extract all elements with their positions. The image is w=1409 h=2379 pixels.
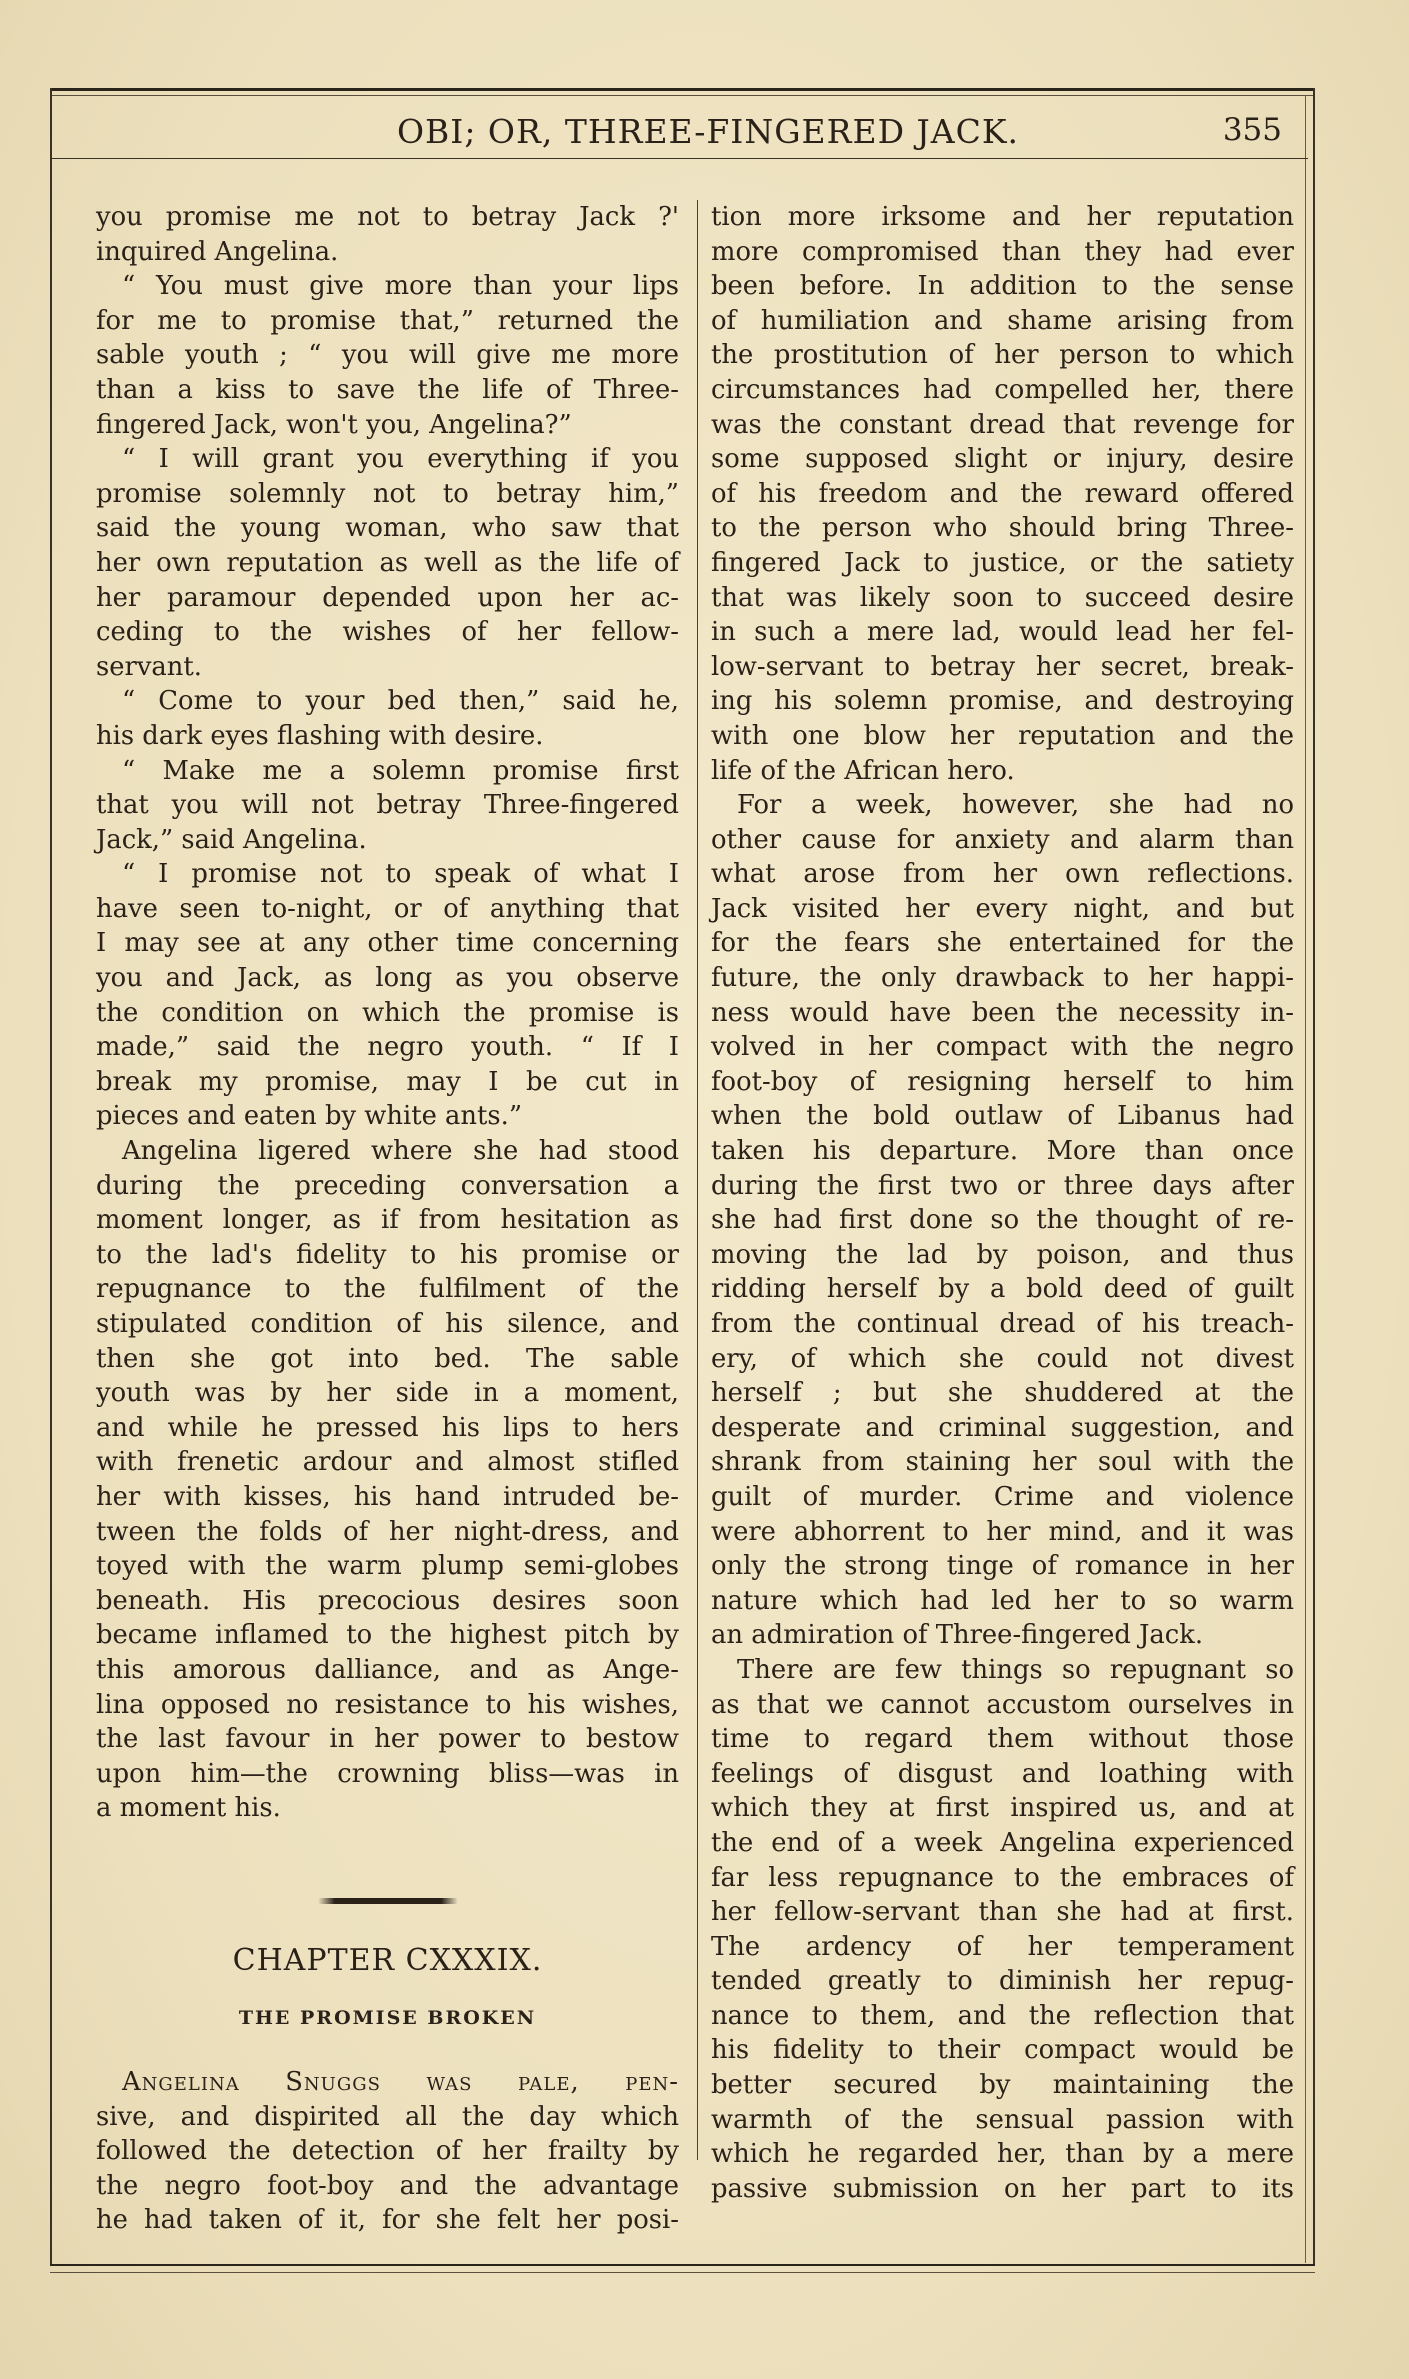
text-line: foot-boy of resigning herself to him <box>711 1066 1294 1097</box>
text-line: the negro foot-boy and the advantage <box>96 2170 679 2201</box>
text-line: “ Come to your bed then,” said he, <box>122 686 679 717</box>
text-line: which they at first inspired us, and at <box>711 1793 1294 1824</box>
text-line: only the strong tinge of romance in her <box>711 1551 1294 1582</box>
text-line: more compromised than they had ever <box>711 236 1294 267</box>
text-line: was the constant dread that revenge for <box>711 409 1294 440</box>
text-line: better secured by maintaining the <box>711 2070 1294 2101</box>
text-line: as that we cannot accustom ourselves in <box>711 1689 1294 1720</box>
text-line: beneath. His precocious desires soon <box>96 1585 679 1616</box>
text-line: of his freedom and the reward offered <box>711 478 1294 509</box>
text-line: what arose from her own reflections. <box>711 859 1294 890</box>
text-line: fingered Jack, won't you, Angelina?” <box>96 409 572 440</box>
text-line: became inflamed to the highest pitch by <box>96 1620 679 1651</box>
text-line: in such a mere lad, would lead her fel- <box>711 617 1294 648</box>
text-line: Jack,” said Angelina. <box>96 824 367 855</box>
text-line: shrank from staining her soul with the <box>711 1447 1294 1478</box>
text-line: than a kiss to save the life of Three- <box>96 374 679 405</box>
text-line: inquired Angelina. <box>96 236 339 267</box>
text-line: ing his solemn promise, and destroying <box>711 686 1294 717</box>
text-line: toyed with the warm plump semi-globes <box>96 1551 679 1582</box>
text-line: tion more irksome and her reputation <box>711 202 1294 232</box>
text-line: Angelina ligered where she had stood <box>122 1136 679 1167</box>
text-line: to the person who should bring Three- <box>711 513 1294 544</box>
chapter-title: CHAPTER CXXXIX. <box>232 1942 543 1978</box>
text-line: pieces and eaten by white ants.” <box>96 1101 523 1132</box>
text-line: the end of a week Angelina experienced <box>711 1827 1294 1858</box>
text-line: fingered Jack to justice, or the satiety <box>711 547 1294 578</box>
text-line: low-servant to betray her secret, break- <box>711 651 1294 682</box>
text-line: you promise me not to betray Jack ?' <box>96 202 679 232</box>
text-line: this amorous dalliance, and as Ange- <box>96 1654 679 1685</box>
text-line: an admiration of Three-fingered Jack. <box>711 1620 1204 1651</box>
text-line: passive submission on her part to its <box>711 2173 1294 2204</box>
running-head: OBI; OR, THREE-FINGERED JACK. <box>396 112 1019 151</box>
text-line: her fellow-servant than she had at first. <box>711 1897 1294 1928</box>
text-line: break my promise, may I be cut in <box>96 1066 679 1097</box>
header-rule <box>50 158 1308 159</box>
top-border-rule <box>50 88 1315 91</box>
text-line: the last favour in her power to bestow <box>96 1724 679 1755</box>
chapter-divider-rule <box>318 1898 458 1904</box>
text-line: tween the folds of her night-dress, and <box>96 1516 679 1547</box>
text-line: youth was by her side in a moment, <box>96 1378 679 1409</box>
text-line: other cause for anxiety and alarm than <box>711 824 1294 855</box>
text-line: from the continual dread of his treach- <box>711 1309 1294 1339</box>
text-line: said the young woman, who saw that <box>96 513 679 544</box>
text-line: been before. In addition to the sense <box>711 271 1294 302</box>
text-line: that you will not betray Three-fingered <box>96 790 679 821</box>
text-line: ceding to the wishes of her fellow- <box>96 617 679 648</box>
text-line: guilt of murder. Crime and violence <box>711 1481 1294 1512</box>
text-line: desperate and criminal suggestion, and <box>711 1412 1294 1443</box>
text-line: then she got into bed. The sable <box>96 1343 679 1374</box>
text-line: which he regarded her, than by a mere <box>711 2139 1294 2170</box>
text-line: life of the African hero. <box>711 755 1015 786</box>
text-line: future, the only drawback to her happi- <box>711 963 1294 994</box>
text-line: The ardency of her temperament <box>711 1931 1294 1962</box>
text-line: a moment his. <box>96 1793 281 1824</box>
text-line: for me to promise that,” returned the <box>96 305 679 336</box>
text-line: her paramour depended upon her ac- <box>96 582 679 613</box>
text-line: have seen to-night, or of anything that <box>96 893 679 924</box>
text-line: of humiliation and shame arising from <box>711 305 1294 336</box>
text-line: “ You must give more than your lips <box>122 271 679 302</box>
text-line: followed the detection of her frailty by <box>96 2136 679 2167</box>
text-line: his dark eyes flashing with desire. <box>96 720 544 751</box>
text-line: Angelina Snuggs was pale, pen- <box>122 2067 679 2098</box>
text-line: for the fears she entertained for the <box>711 928 1294 959</box>
text-line: moving the lad by poison, and thus <box>711 1239 1294 1270</box>
text-line: promise solemnly not to betray him,” <box>96 478 679 509</box>
text-line: I may see at any other time concerning <box>96 928 679 959</box>
text-line: volved in her compact with the negro <box>711 1032 1294 1063</box>
text-line: There are few things so repugnant so <box>737 1654 1294 1685</box>
text-line: warmth of the sensual passion with <box>711 2104 1294 2135</box>
text-line: with frenetic ardour and almost stifled <box>96 1447 679 1478</box>
text-line: servant. <box>96 651 202 682</box>
text-line: nance to them, and the reflection that <box>711 2000 1294 2031</box>
right-border-rule-inner <box>1305 95 1306 2263</box>
left-border-rule <box>50 88 52 2266</box>
text-line: lina opposed no resistance to his wishes, <box>96 1689 679 1720</box>
bottom-border-rule <box>50 2264 1315 2266</box>
text-line: the condition on which the promise is <box>96 997 679 1028</box>
text-line: she had first done so the thought of re- <box>711 1205 1294 1236</box>
text-line: stipulated condition of his silence, and <box>96 1309 679 1339</box>
text-line: “ I promise not to speak of what I <box>122 859 679 890</box>
text-line: some supposed slight or injury, desire <box>711 444 1294 475</box>
text-line: tended greatly to diminish her repug- <box>711 1966 1294 1997</box>
text-line: moment longer, as if from hesitation as <box>96 1205 679 1236</box>
text-line: feelings of disgust and loathing with <box>711 1758 1294 1789</box>
text-line: her with kisses, his hand intruded be- <box>96 1481 679 1512</box>
text-line: sable youth ; “ you will give me more <box>96 340 679 371</box>
text-line: sive, and dispirited all the day which <box>96 2101 679 2132</box>
text-line: ness would have been the necessity in- <box>711 997 1294 1028</box>
text-line: the prostitution of her person to which <box>711 340 1294 371</box>
text-line: ery, of which she could not divest <box>711 1343 1294 1374</box>
page-number: 355 <box>1222 112 1282 148</box>
text-line: far less repugnance to the embraces of <box>711 1862 1294 1893</box>
top-border-rule-inner <box>50 95 1315 96</box>
bottom-border-rule-inner <box>50 2272 1315 2273</box>
text-line: he had taken of it, for she felt her posi- <box>96 2205 679 2236</box>
text-line: Jack visited her every night, and but <box>711 893 1294 924</box>
text-line: “ I will grant you everything if you <box>122 444 679 475</box>
text-line: repugnance to the fulfilment of the <box>96 1274 679 1305</box>
chapter-subtitle: THE PROMISE BROKEN <box>238 2006 537 2029</box>
text-line: during the preceding conversation a <box>96 1170 679 1201</box>
text-line: nature which had led her to so warm <box>711 1585 1294 1616</box>
text-line: were abhorrent to her mind, and it was <box>711 1516 1294 1547</box>
text-line: to the lad's fidelity to his promise or <box>96 1239 679 1270</box>
text-line: For a week, however, she had no <box>737 790 1294 821</box>
text-line: her own reputation as well as the life of <box>96 547 679 578</box>
text-line: time to regard them without those <box>711 1724 1294 1755</box>
text-line: with one blow her reputation and the <box>711 720 1294 751</box>
text-line: you and Jack, as long as you observe <box>96 963 679 994</box>
text-line: taken his departure. More than once <box>711 1136 1294 1167</box>
text-line: herself ; but she shuddered at the <box>711 1378 1294 1409</box>
text-line: upon him—the crowning bliss—was in <box>96 1758 679 1789</box>
text-line: circumstances had compelled her, there <box>711 374 1294 405</box>
right-border-rule <box>1313 88 1315 2266</box>
text-line: made,” said the negro youth. “ If I <box>96 1032 679 1063</box>
text-line: when the bold outlaw of Libanus had <box>711 1101 1294 1132</box>
text-line: during the first two or three days after <box>711 1170 1294 1201</box>
text-line: “ Make me a solemn promise first <box>122 755 679 786</box>
left-column <box>96 200 679 2238</box>
text-line: his fidelity to their compact would be <box>711 2035 1294 2066</box>
column-divider <box>697 200 698 2160</box>
text-line: ridding herself by a bold deed of guilt <box>711 1274 1294 1305</box>
text-line: that was likely soon to succeed desire <box>711 582 1294 613</box>
right-column <box>711 200 1294 2206</box>
text-line: and while he pressed his lips to hers <box>96 1412 679 1443</box>
